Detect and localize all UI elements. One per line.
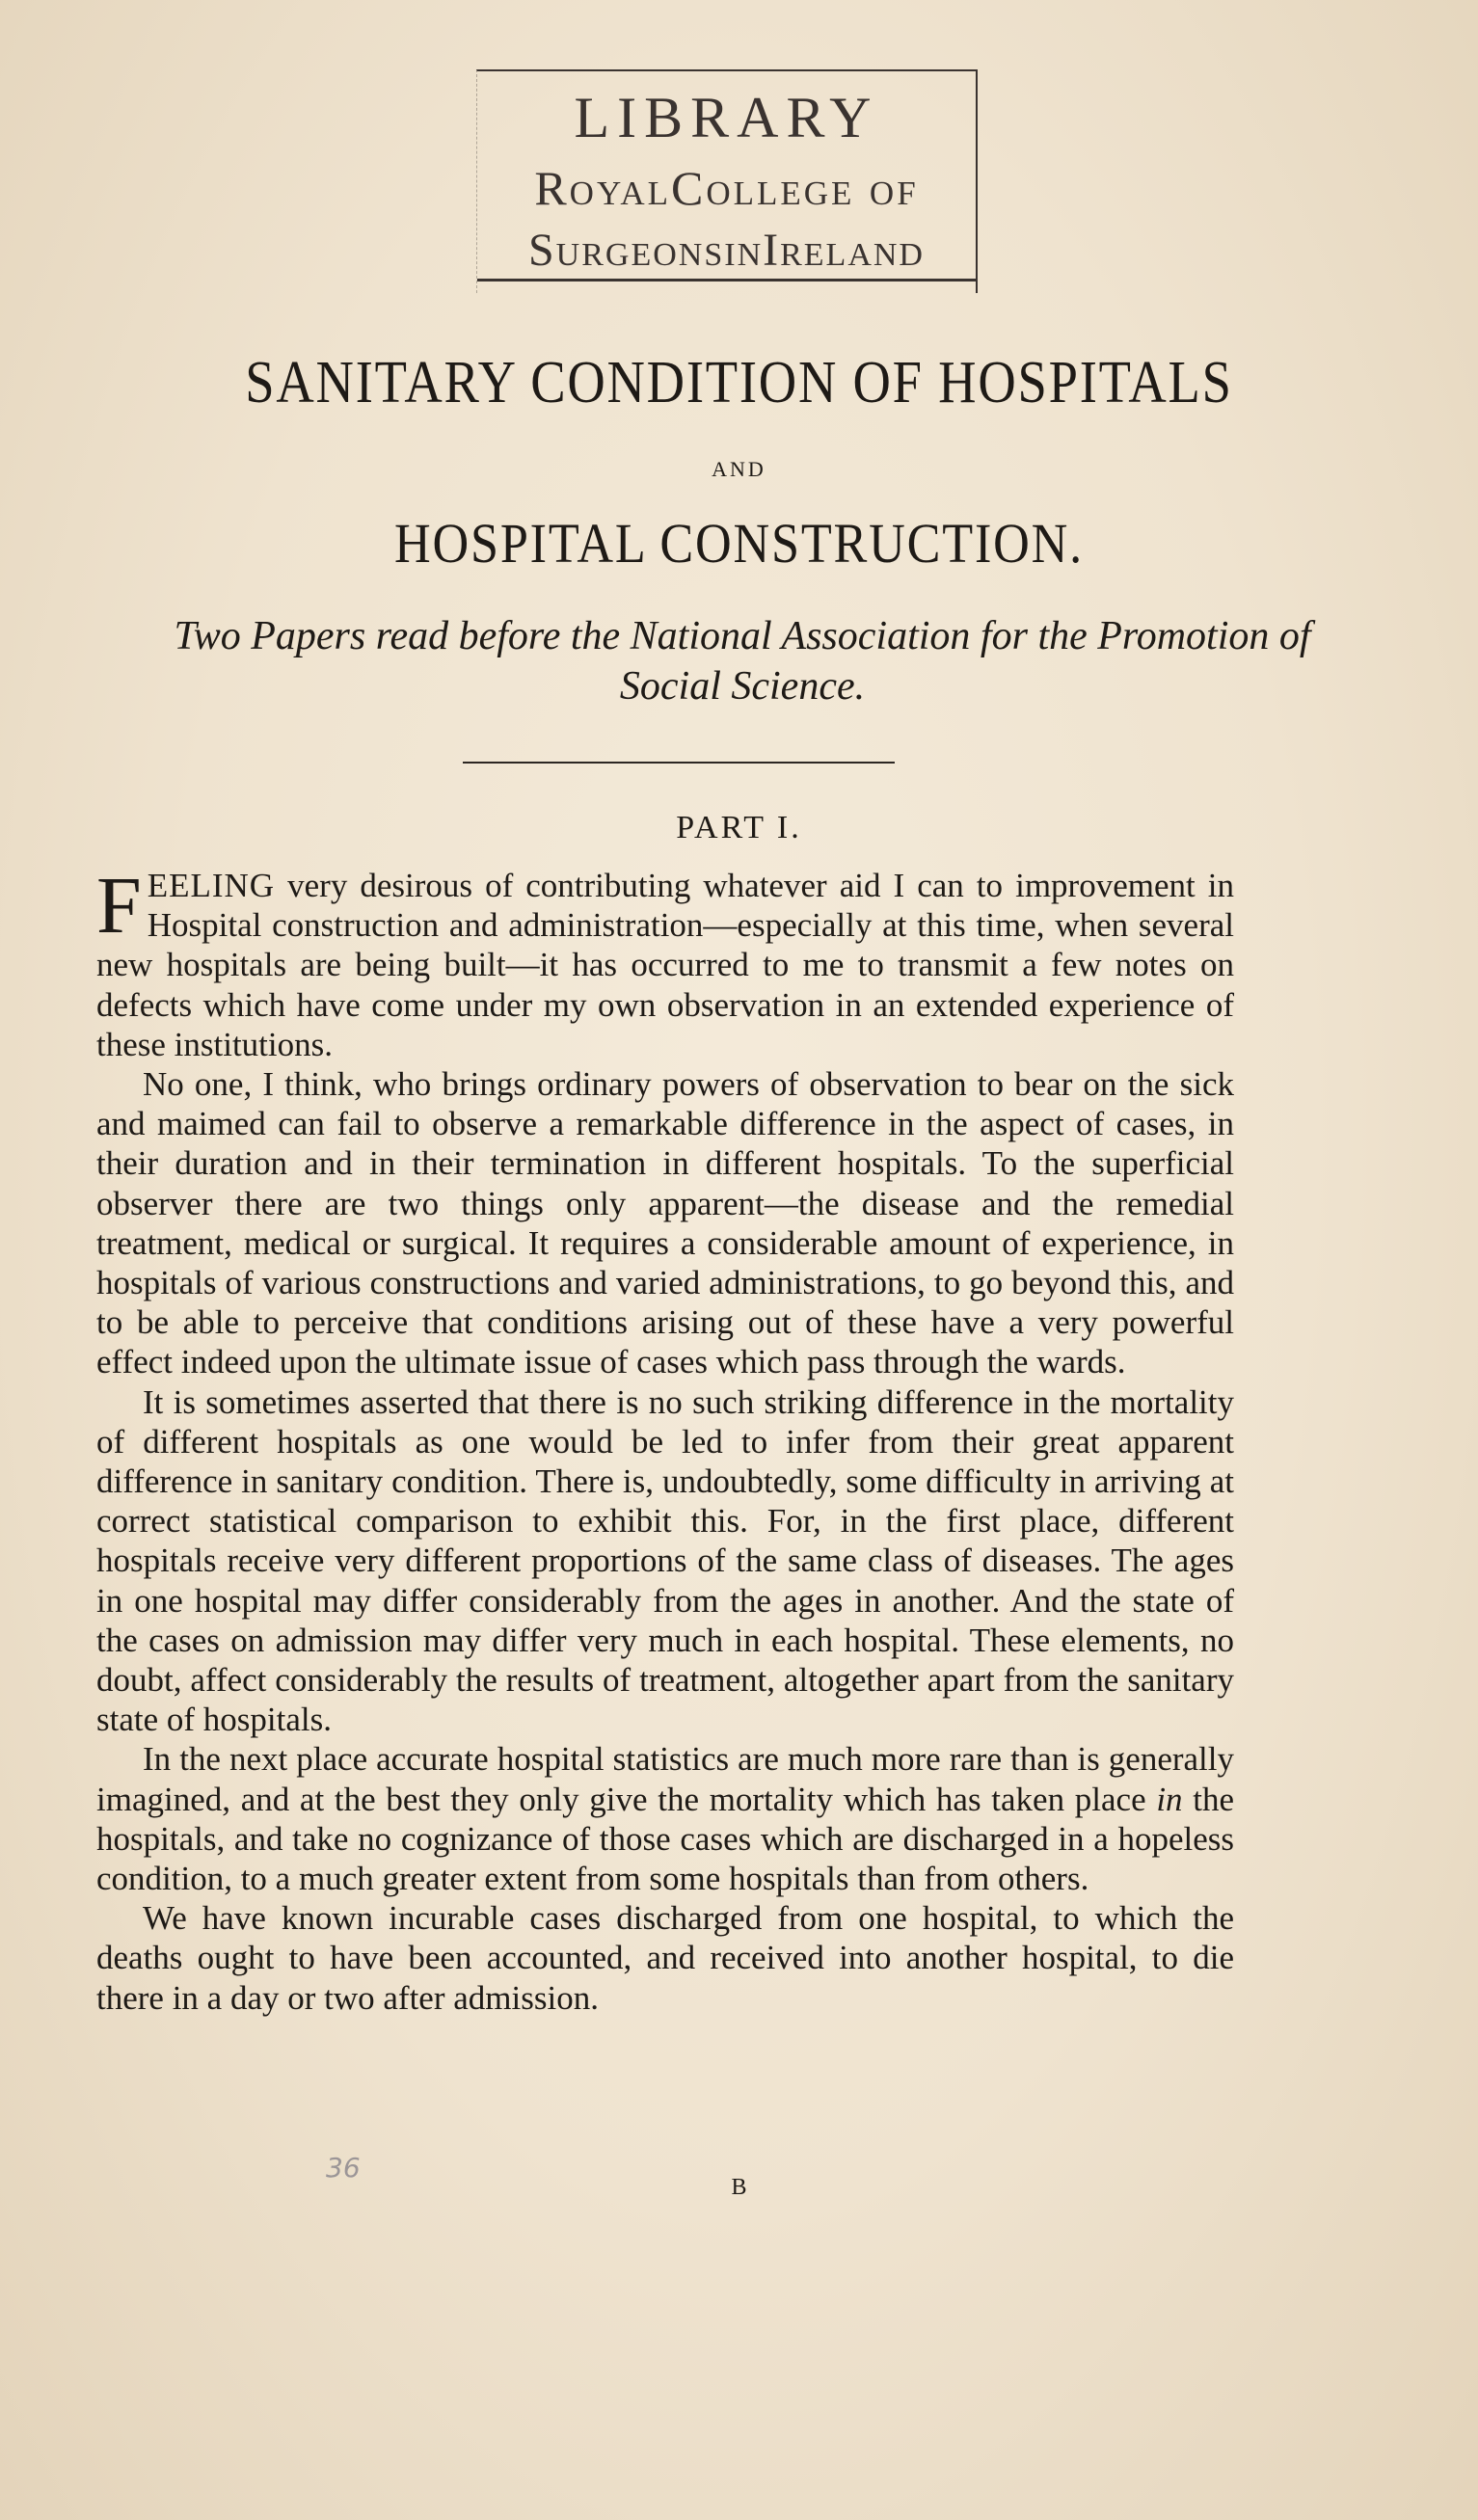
pencil-annotation: 36 bbox=[326, 2152, 361, 2184]
drop-cap: F bbox=[96, 861, 142, 951]
part-heading: PART I. bbox=[676, 810, 802, 845]
paragraph-1 bbox=[96, 861, 1234, 1064]
stamp-line-library: LIBRARY bbox=[574, 86, 879, 149]
document-title: SANITARY CONDITION OF HOSPITALS bbox=[245, 350, 1233, 416]
body-text bbox=[96, 861, 1235, 2018]
library-stamp bbox=[476, 69, 978, 293]
paragraph-1-first-word: EELING bbox=[147, 867, 276, 904]
document-tagline: Two Papers read before the National Association for the Promotion of Social Science. bbox=[174, 614, 1311, 709]
title-conjunction: AND bbox=[712, 457, 766, 481]
paragraph-5: We have known incurable cases discharged from one hospital, to which the deaths ought to have been accounted, and received into another hospital, to die there in a day or two after admission. bbox=[96, 1899, 1234, 2017]
paragraph-4-text-a: In the next place accurate hospital statistics are much more rare than is generally imagined, and at the best they only give the mortality which has taken place bbox=[96, 1740, 1234, 1818]
paragraph-3: It is sometimes asserted that there is no such striking difference in the mortality of different hospitals as one would be led to infer from their great apparent difference in sanitary condition. There is, undoubtedly, some difficulty in arriving at correct statistical comparison to exhibit this. For, in the first place, different hospitals receive very different proportions of the same class of diseases. The ages in one hospital may differ considerably from the ages in another. And the state of the cases on admission may differ very much in each hospital. These elements, no doubt, affect considerably the results of treatment, altogether apart from the sanitary state of hospitals. bbox=[96, 1382, 1234, 1739]
stamp-line-surgeons: SurgeonsinIreland bbox=[477, 224, 976, 281]
section-divider bbox=[463, 762, 895, 764]
paragraph-4 bbox=[96, 1739, 1234, 1898]
stamp-line-college: RoyalCollege of bbox=[534, 161, 919, 215]
signature-mark: B bbox=[731, 2175, 747, 2200]
paragraph-4-italic: in bbox=[1156, 1780, 1183, 1818]
paragraph-1-text: very desirous of contributing whatever aid I can to improvement in Hospital construction and administration—especially at this time, when several new hospitals are being built—it has occurred to me to transmit a few notes on defects which have come under my own observation in an extended experience of these institutions. bbox=[96, 867, 1234, 1063]
paragraph-2: No one, I think, who brings ordinary powers of observation to bear on the sick and maimed can fail to observe a remarkable difference in the aspect of cases, in their duration and in their termination in different hospitals. To the superficial observer there are two things only apparent—the disease and the remedial treatment, medical or surgical. It requires a considerable amount of experience, in hospitals of various constructions and varied administrations, to go beyond this, and to be able to perceive that conditions arising out of these have a very powerful effect indeed upon the ultimate issue of cases which pass through the wards. bbox=[96, 1065, 1234, 1381]
document-subtitle: HOSPITAL CONSTRUCTION. bbox=[393, 512, 1085, 575]
paragraph-4-text-b: the hospitals, and take no cognizance of those cases which are discharged in a hopeless condition, to a much greater extent from some hospitals than from others. bbox=[96, 1780, 1235, 1898]
